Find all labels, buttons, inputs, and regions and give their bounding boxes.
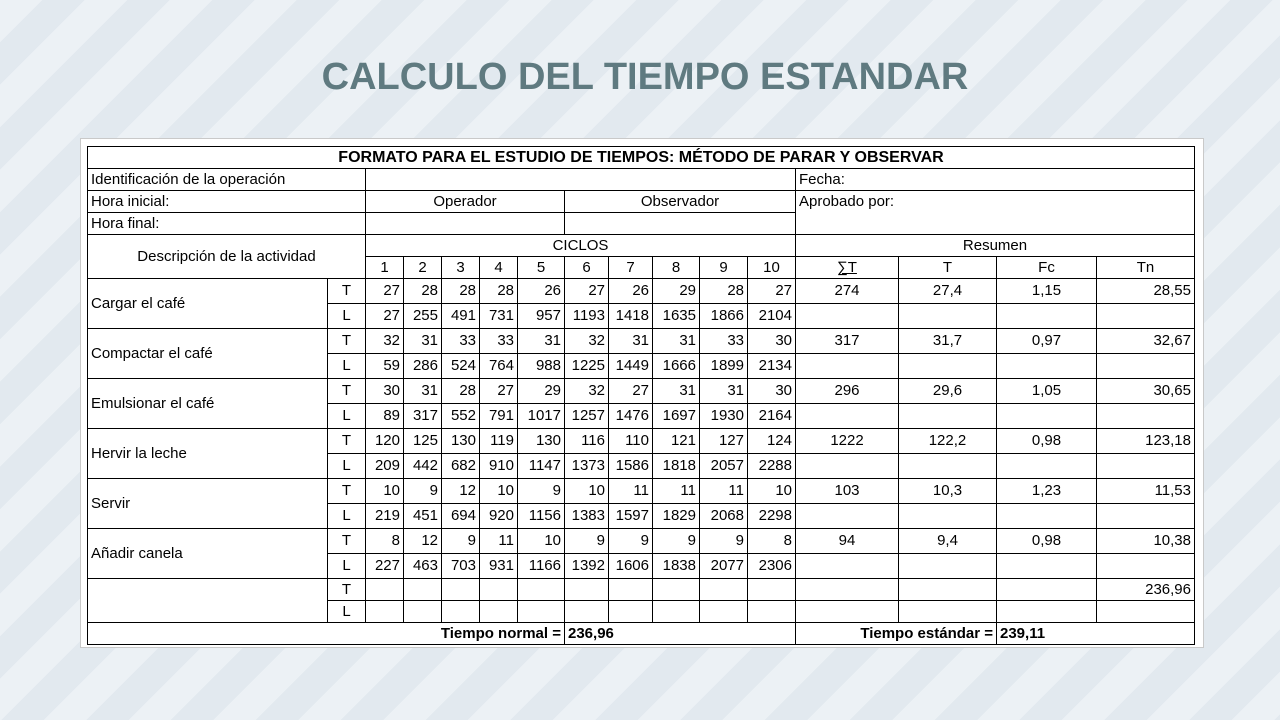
slide-title: CALCULO DEL TIEMPO ESTANDAR [321, 56, 969, 98]
cumulative-reading-cell: 694 [442, 504, 480, 529]
cycle-time-cell: 32 [366, 329, 404, 354]
fc-cell: 0,98 [997, 429, 1097, 454]
row-type-label: L [328, 601, 366, 623]
cycle-time-cell: 12 [404, 529, 442, 554]
empty-cell [480, 579, 518, 601]
cumulative-reading-cell: 920 [480, 504, 518, 529]
t-average-cell: 27,4 [899, 279, 997, 304]
cumulative-reading-cell: 731 [480, 304, 518, 329]
empty-cell [442, 601, 480, 623]
cumulative-reading-cell: 524 [442, 354, 480, 379]
row-type-label: L [328, 454, 366, 479]
operador-label: Operador [366, 191, 565, 213]
activity-row [88, 329, 1195, 354]
cycle-time-cell: 31 [653, 379, 700, 404]
fecha-label: Fecha: [796, 169, 1195, 191]
cycle-time-cell: 10 [518, 529, 565, 554]
row-type-label: T [328, 529, 366, 554]
descripcion-label: Descripción de la actividad [88, 235, 366, 279]
cycle-time-cell: 116 [565, 429, 609, 454]
cycle-time-cell: 10 [748, 479, 796, 504]
cumulative-reading-cell: 1392 [565, 554, 609, 579]
cumulative-reading-cell: 227 [366, 554, 404, 579]
resumen-label: Resumen [796, 235, 1195, 257]
activity-row [88, 529, 1195, 554]
cycle-time-cell: 10 [565, 479, 609, 504]
cycle-time-cell: 29 [518, 379, 565, 404]
cycle-number-header: 7 [609, 257, 653, 279]
cumulative-reading-cell: 2077 [700, 554, 748, 579]
cycle-time-cell: 27 [366, 279, 404, 304]
cumulative-reading-cell: 1586 [609, 454, 653, 479]
row-type-label: L [328, 504, 366, 529]
cycle-time-cell: 27 [609, 379, 653, 404]
cumulative-reading-cell: 1597 [609, 504, 653, 529]
cumulative-reading-cell: 2298 [748, 504, 796, 529]
row-type-label: T [328, 279, 366, 304]
empty-cell [404, 601, 442, 623]
operador-field[interactable] [366, 213, 565, 235]
t-average-cell: 122,2 [899, 429, 997, 454]
cumulative-reading-cell: 910 [480, 454, 518, 479]
empty-cell [997, 354, 1097, 379]
empty-cell [796, 579, 899, 601]
cumulative-reading-cell: 317 [404, 404, 442, 429]
cycle-time-cell: 9 [565, 529, 609, 554]
empty-cell [899, 504, 997, 529]
cumulative-reading-cell: 491 [442, 304, 480, 329]
cycle-time-cell: 9 [442, 529, 480, 554]
cumulative-reading-cell: 255 [404, 304, 442, 329]
empty-cell [518, 579, 565, 601]
empty-cell [899, 304, 997, 329]
empty-cell [997, 504, 1097, 529]
t-average-cell: 9,4 [899, 529, 997, 554]
cycle-number-header: 10 [748, 257, 796, 279]
cycle-time-cell: 8 [366, 529, 404, 554]
cycle-time-cell: 31 [609, 329, 653, 354]
cumulative-reading-cell: 552 [442, 404, 480, 429]
cycle-time-cell: 130 [518, 429, 565, 454]
empty-cell [653, 579, 700, 601]
cumulative-reading-cell: 2057 [700, 454, 748, 479]
cumulative-reading-cell: 1418 [609, 304, 653, 329]
aprobado-label: Aprobado por: [796, 191, 1195, 235]
cycle-number-header: 8 [653, 257, 700, 279]
cycle-time-cell: 33 [700, 329, 748, 354]
cumulative-reading-cell: 2068 [700, 504, 748, 529]
cumulative-reading-cell: 682 [442, 454, 480, 479]
tiempo-estandar-value: 239,11 [997, 623, 1195, 645]
cycle-time-cell: 28 [700, 279, 748, 304]
cycle-number-header: 1 [366, 257, 404, 279]
empty-cell [796, 304, 899, 329]
tn-cell: 10,38 [1097, 529, 1195, 554]
tn-cell: 32,67 [1097, 329, 1195, 354]
cumulative-reading-cell: 1666 [653, 354, 700, 379]
cycle-time-cell: 9 [653, 529, 700, 554]
cycle-time-cell: 26 [518, 279, 565, 304]
tn-cell: 123,18 [1097, 429, 1195, 454]
row-type-label: T [328, 329, 366, 354]
empty-cell [1097, 304, 1195, 329]
cumulative-reading-cell: 1635 [653, 304, 700, 329]
activity-name: Añadir canela [88, 529, 328, 579]
empty-cell [565, 601, 609, 623]
cycle-time-cell: 28 [442, 379, 480, 404]
cumulative-reading-cell: 988 [518, 354, 565, 379]
blank-activity-row [88, 579, 1195, 601]
identification-row [88, 169, 1195, 191]
activity-row [88, 379, 1195, 404]
tiempo-normal-value: 236,96 [565, 623, 796, 645]
summary-header: Fc [997, 257, 1097, 279]
empty-cell [997, 404, 1097, 429]
empty-cell [997, 304, 1097, 329]
empty-cell [565, 579, 609, 601]
cycle-number-header: 3 [442, 257, 480, 279]
empty-cell [700, 579, 748, 601]
cycle-time-cell: 26 [609, 279, 653, 304]
time-study-table [87, 146, 1195, 645]
cumulative-reading-cell: 463 [404, 554, 442, 579]
hora-final-label: Hora final: [88, 213, 366, 235]
tiempo-estandar-label: Tiempo estándar = [796, 623, 997, 645]
empty-cell [442, 579, 480, 601]
totals-row [88, 623, 1195, 645]
cumulative-reading-cell: 931 [480, 554, 518, 579]
cycle-time-cell: 32 [565, 379, 609, 404]
identificacion-field[interactable] [366, 169, 796, 191]
empty-cell [899, 579, 997, 601]
section-header-row [88, 235, 1195, 257]
cumulative-reading-cell: 442 [404, 454, 442, 479]
summary-header: ∑T [796, 257, 899, 279]
cumulative-reading-cell: 1866 [700, 304, 748, 329]
empty-cell [899, 404, 997, 429]
row-type-label: T [328, 479, 366, 504]
observador-field[interactable] [565, 213, 796, 235]
activity-row [88, 429, 1195, 454]
empty-cell [997, 554, 1097, 579]
observador-label: Observador [565, 191, 796, 213]
sum-t-cell: 1222 [796, 429, 899, 454]
empty-cell [796, 504, 899, 529]
cumulative-reading-cell: 1829 [653, 504, 700, 529]
cycle-time-cell: 127 [700, 429, 748, 454]
cumulative-reading-cell: 2288 [748, 454, 796, 479]
sum-t-cell: 94 [796, 529, 899, 554]
sum-t-cell: 274 [796, 279, 899, 304]
form-title-row [88, 147, 1195, 169]
cycle-number-header: 2 [404, 257, 442, 279]
fc-cell: 0,98 [997, 529, 1097, 554]
empty-cell [366, 601, 404, 623]
empty-cell [700, 601, 748, 623]
cumulative-reading-cell: 1383 [565, 504, 609, 529]
empty-cell [748, 579, 796, 601]
cycle-time-cell: 27 [480, 379, 518, 404]
row-type-label: T [328, 429, 366, 454]
cycle-time-cell: 30 [748, 379, 796, 404]
cycle-time-cell: 11 [609, 479, 653, 504]
hora-inicial-row [88, 191, 1195, 213]
cumulative-reading-cell: 2164 [748, 404, 796, 429]
cumulative-reading-cell: 219 [366, 504, 404, 529]
sum-t-cell: 317 [796, 329, 899, 354]
summary-header: T [899, 257, 997, 279]
cycle-time-cell: 130 [442, 429, 480, 454]
empty-cell [997, 601, 1097, 623]
cumulative-reading-cell: 1257 [565, 404, 609, 429]
cumulative-reading-cell: 1606 [609, 554, 653, 579]
ciclos-label: CICLOS [366, 235, 796, 257]
empty-cell [1097, 554, 1195, 579]
t-average-cell: 29,6 [899, 379, 997, 404]
identificacion-label: Identificación de la operación [88, 169, 366, 191]
empty-cell [899, 554, 997, 579]
activity-name: Compactar el café [88, 329, 328, 379]
summary-header: Tn [1097, 257, 1195, 279]
row-type-label: L [328, 304, 366, 329]
cumulative-reading-cell: 2134 [748, 354, 796, 379]
empty-cell [404, 579, 442, 601]
cycle-time-cell: 9 [518, 479, 565, 504]
fc-cell: 1,05 [997, 379, 1097, 404]
cycle-time-cell: 12 [442, 479, 480, 504]
fc-cell: 1,23 [997, 479, 1097, 504]
cycle-time-cell: 30 [366, 379, 404, 404]
cumulative-reading-cell: 791 [480, 404, 518, 429]
cumulative-reading-cell: 1147 [518, 454, 565, 479]
empty-cell [518, 601, 565, 623]
cycle-time-cell: 125 [404, 429, 442, 454]
empty-cell [748, 601, 796, 623]
cycle-time-cell: 121 [653, 429, 700, 454]
tn-cell: 11,53 [1097, 479, 1195, 504]
row-type-label: L [328, 554, 366, 579]
empty-cell [997, 579, 1097, 601]
empty-cell [366, 579, 404, 601]
cycle-time-cell: 110 [609, 429, 653, 454]
cumulative-reading-cell: 286 [404, 354, 442, 379]
cycle-time-cell: 9 [609, 529, 653, 554]
cycle-time-cell: 11 [480, 529, 518, 554]
empty-cell [899, 454, 997, 479]
empty-cell [796, 354, 899, 379]
cumulative-reading-cell: 209 [366, 454, 404, 479]
cumulative-reading-cell: 1373 [565, 454, 609, 479]
cumulative-reading-cell: 2306 [748, 554, 796, 579]
form-title: FORMATO PARA EL ESTUDIO DE TIEMPOS: MÉTODO DE PARAR Y OBSERVAR [88, 147, 1195, 169]
empty-cell [1097, 601, 1195, 623]
cumulative-reading-cell: 1156 [518, 504, 565, 529]
cycle-time-cell: 10 [480, 479, 518, 504]
cycle-time-cell: 28 [480, 279, 518, 304]
cycle-time-cell: 28 [442, 279, 480, 304]
cumulative-reading-cell: 89 [366, 404, 404, 429]
fc-cell: 0,97 [997, 329, 1097, 354]
cumulative-reading-cell: 764 [480, 354, 518, 379]
empty-cell [480, 601, 518, 623]
cycle-time-cell: 32 [565, 329, 609, 354]
tn-cell: 30,65 [1097, 379, 1195, 404]
cumulative-reading-cell: 1017 [518, 404, 565, 429]
cumulative-reading-cell: 2104 [748, 304, 796, 329]
tn-cell: 28,55 [1097, 279, 1195, 304]
cycle-time-cell: 31 [404, 379, 442, 404]
cumulative-reading-cell: 1697 [653, 404, 700, 429]
empty-cell [796, 554, 899, 579]
cumulative-reading-cell: 451 [404, 504, 442, 529]
empty-cell [796, 454, 899, 479]
empty-cell [1097, 504, 1195, 529]
activity-name: Hervir la leche [88, 429, 328, 479]
cycle-number-header: 5 [518, 257, 565, 279]
empty-cell [88, 579, 328, 623]
cycle-time-cell: 9 [700, 529, 748, 554]
cumulative-reading-cell: 1193 [565, 304, 609, 329]
empty-cell [899, 601, 997, 623]
cycle-time-cell: 27 [748, 279, 796, 304]
cumulative-reading-cell: 1838 [653, 554, 700, 579]
cycle-time-cell: 31 [404, 329, 442, 354]
empty-cell [653, 601, 700, 623]
cumulative-reading-cell: 957 [518, 304, 565, 329]
cumulative-reading-cell: 1449 [609, 354, 653, 379]
sum-t-cell: 296 [796, 379, 899, 404]
row-type-label: T [328, 379, 366, 404]
row-type-label: L [328, 354, 366, 379]
cycle-number-header: 4 [480, 257, 518, 279]
empty-cell [609, 601, 653, 623]
cycle-time-cell: 31 [518, 329, 565, 354]
cycle-time-cell: 27 [565, 279, 609, 304]
cumulative-reading-cell: 1899 [700, 354, 748, 379]
empty-cell [997, 454, 1097, 479]
cumulative-reading-cell: 59 [366, 354, 404, 379]
empty-cell [796, 404, 899, 429]
empty-cell [609, 579, 653, 601]
cycle-time-cell: 28 [404, 279, 442, 304]
cumulative-reading-cell: 1225 [565, 354, 609, 379]
cycle-time-cell: 119 [480, 429, 518, 454]
activity-name: Cargar el café [88, 279, 328, 329]
cycle-time-cell: 9 [404, 479, 442, 504]
hora-inicial-label: Hora inicial: [88, 191, 366, 213]
empty-cell [796, 601, 899, 623]
cumulative-reading-cell: 1166 [518, 554, 565, 579]
cycle-time-cell: 124 [748, 429, 796, 454]
total-tn-cell: 236,96 [1097, 579, 1195, 601]
cumulative-reading-cell: 1476 [609, 404, 653, 429]
empty-cell [1097, 354, 1195, 379]
fc-cell: 1,15 [997, 279, 1097, 304]
row-type-label: T [328, 579, 366, 601]
cycle-number-header: 6 [565, 257, 609, 279]
cycle-time-cell: 10 [366, 479, 404, 504]
cycle-time-cell: 33 [442, 329, 480, 354]
empty-cell [899, 354, 997, 379]
cycle-time-cell: 8 [748, 529, 796, 554]
row-type-label: L [328, 404, 366, 429]
spreadsheet-image [80, 138, 1204, 648]
t-average-cell: 31,7 [899, 329, 997, 354]
cycle-time-cell: 33 [480, 329, 518, 354]
cycle-time-cell: 30 [748, 329, 796, 354]
cumulative-reading-cell: 1818 [653, 454, 700, 479]
sum-t-cell: 103 [796, 479, 899, 504]
empty-cell [1097, 454, 1195, 479]
cumulative-reading-cell: 1930 [700, 404, 748, 429]
empty-cell [1097, 404, 1195, 429]
activity-row [88, 279, 1195, 304]
cycle-time-cell: 29 [653, 279, 700, 304]
activity-row [88, 479, 1195, 504]
cycle-time-cell: 31 [700, 379, 748, 404]
t-average-cell: 10,3 [899, 479, 997, 504]
cycle-time-cell: 120 [366, 429, 404, 454]
cycle-number-header: 9 [700, 257, 748, 279]
cycle-time-cell: 11 [653, 479, 700, 504]
tiempo-normal-label: Tiempo normal = [88, 623, 565, 645]
cumulative-reading-cell: 703 [442, 554, 480, 579]
activity-name: Servir [88, 479, 328, 529]
cycle-time-cell: 31 [653, 329, 700, 354]
activity-name: Emulsionar el café [88, 379, 328, 429]
cumulative-reading-cell: 27 [366, 304, 404, 329]
cycle-time-cell: 11 [700, 479, 748, 504]
